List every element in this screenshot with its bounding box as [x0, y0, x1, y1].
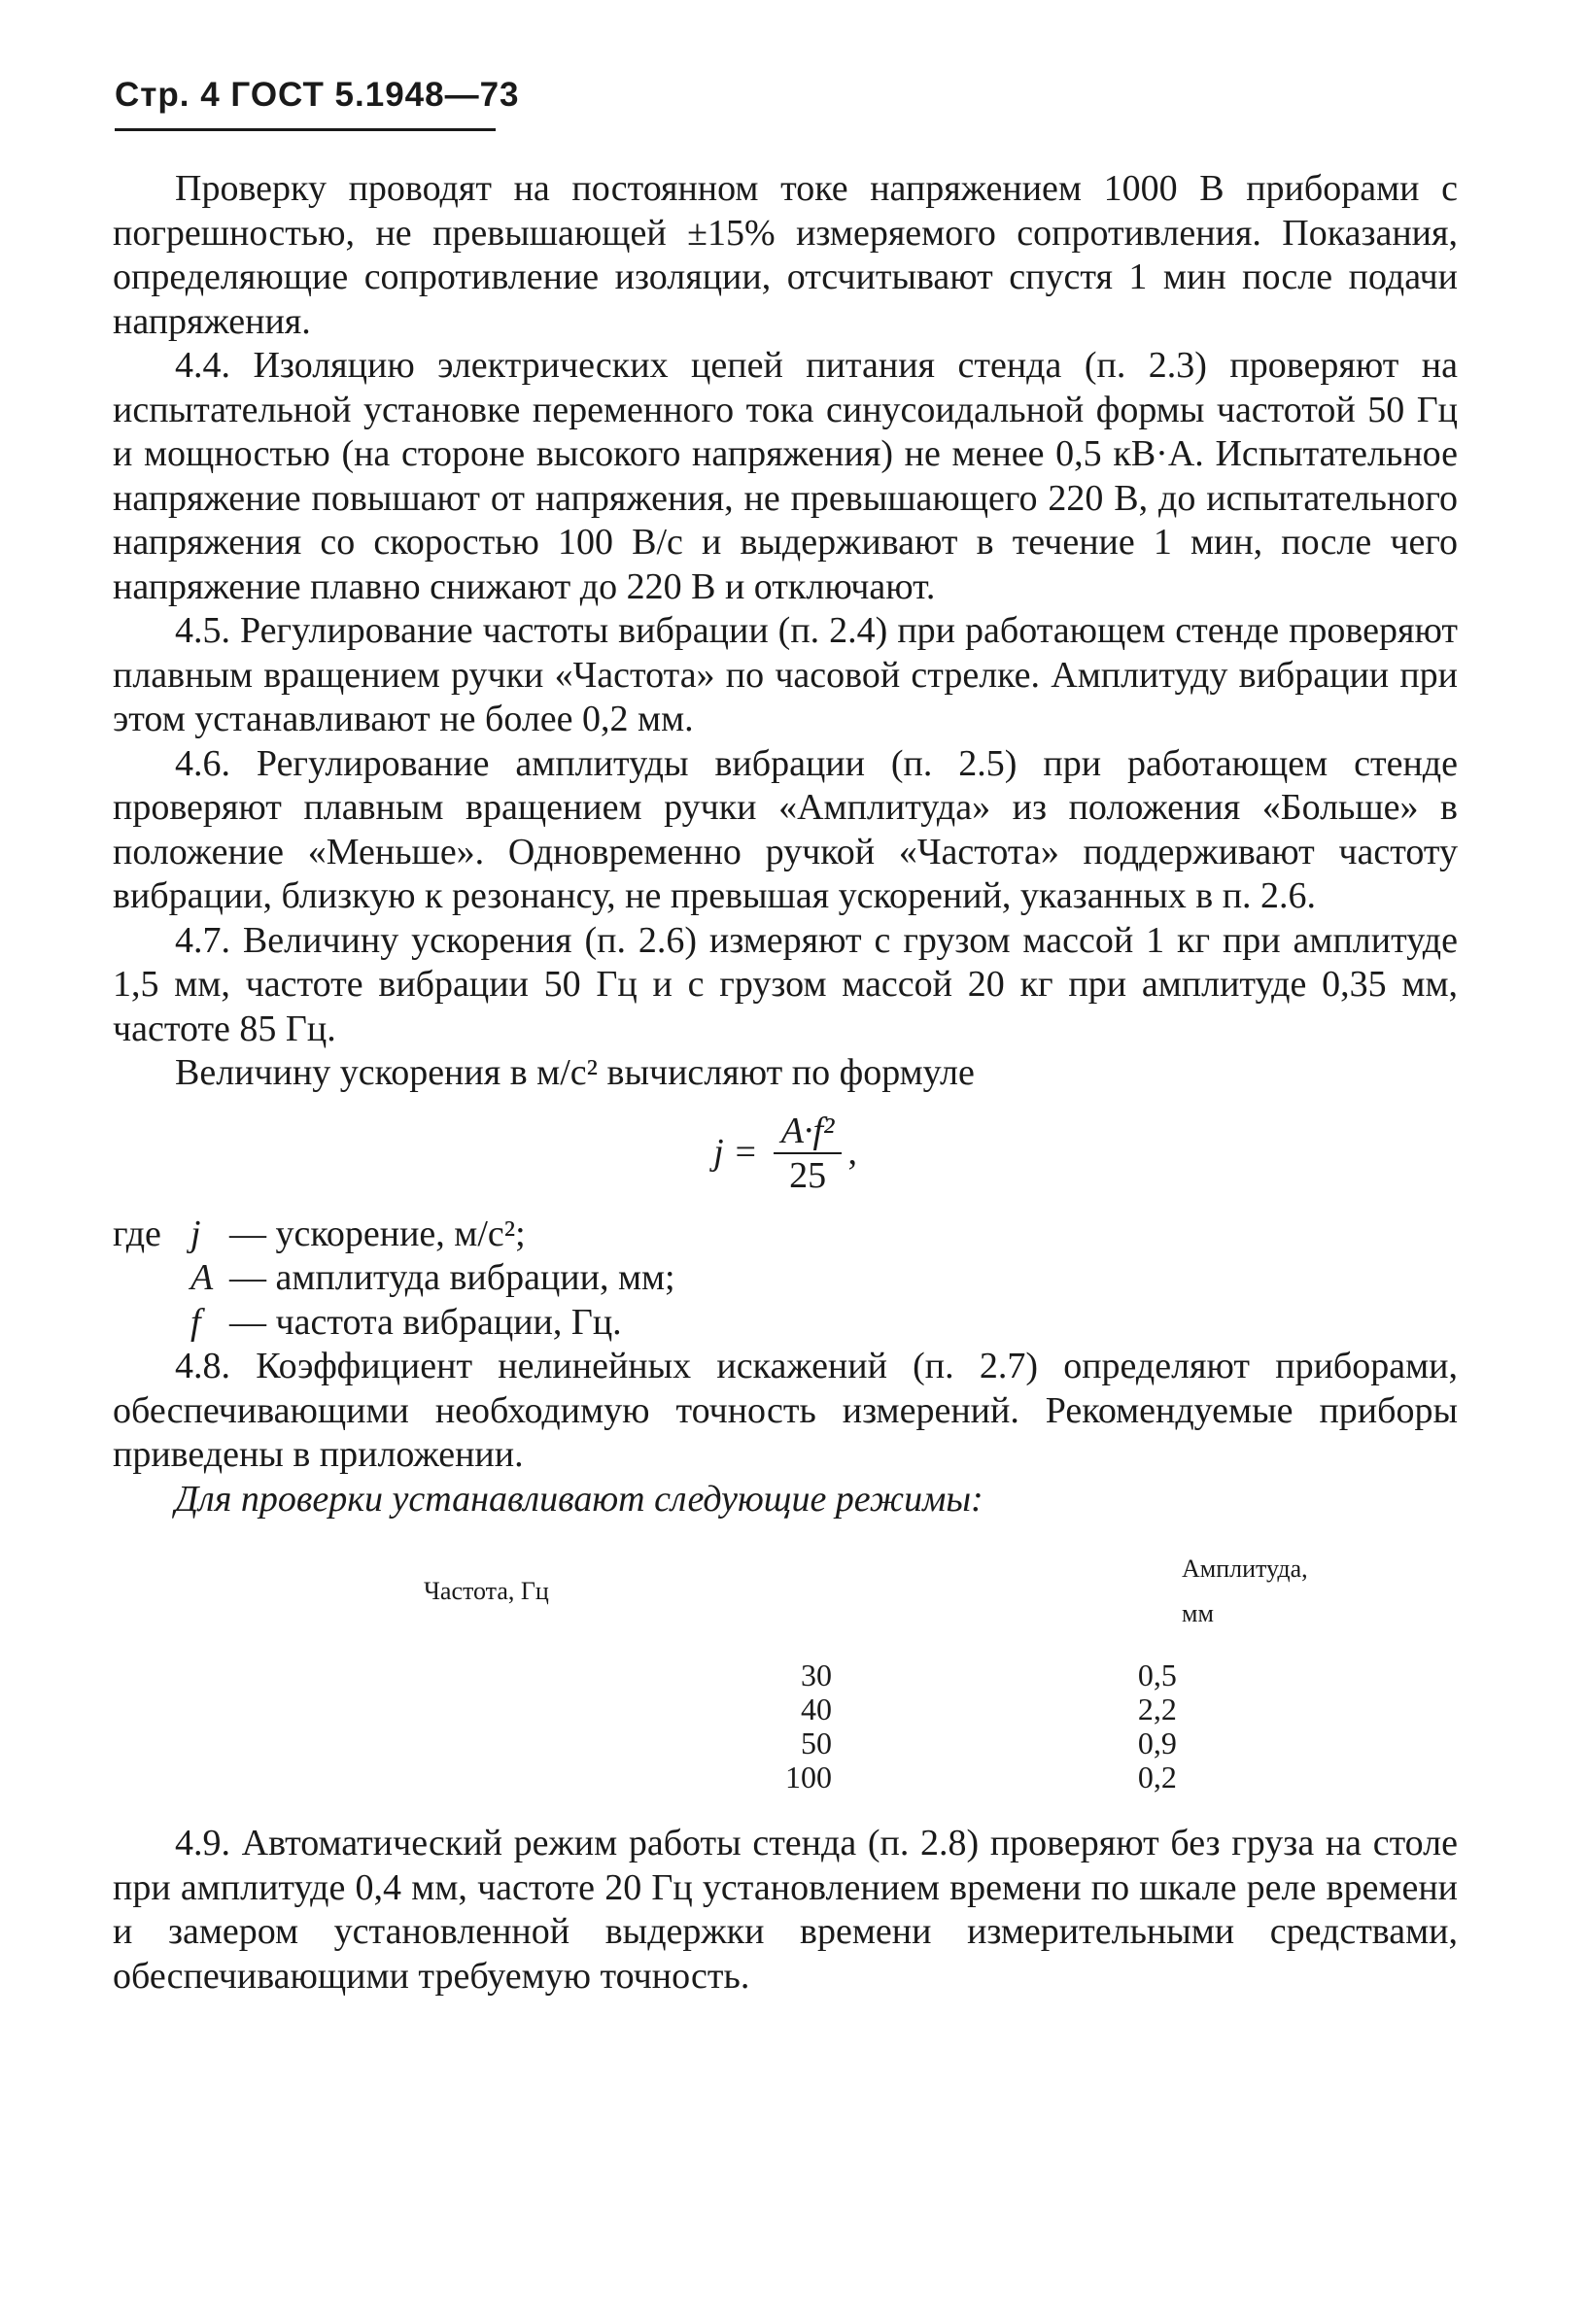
paragraph-4-9: 4.9. Автоматический режим работы стенда (п. 2.8) проверяют без груза на столе при амплитуде 0,4 мм, частоте 20 Гц установлением времени по шкале реле времени и замером установленной выдержки времени измерительными средствами, обеспечивающими требуемую точность. [113, 1823, 1458, 1997]
paragraph-insulation-check: Проверку проводят на постоянном токе напряжением 1000 В приборами с погрешностью, не превышающей ±15% измеряемого сопротивления. Показания, определяющие сопротивление изоляции, отсчитывают спустя 1 мин после подачи напряжения. [113, 168, 1458, 342]
formula-lhs: j = [713, 1131, 758, 1173]
column-header-frequency: Частота, Гц [424, 1576, 549, 1605]
legend-symbol: A [190, 1257, 214, 1298]
table-row [113, 1760, 1308, 1794]
modes-table [113, 1547, 1308, 1794]
table-row [113, 1692, 1308, 1726]
body-text [113, 167, 1458, 1999]
legend-lead [113, 1301, 190, 1346]
paragraph-4-6: 4.6. Регулирование амплитуды вибрации (п. 2.5) при работающем стенде проверяют плавным вращением ручки «Амплитуда» из положения «Больше» в положение «Меньше». Одновременно ручкой «Частота» поддерживают частоту вибрации, близкую к резонансу, не превышая ускорений, указанных в п. 2.6. [113, 742, 1458, 916]
acceleration-formula [113, 1100, 1458, 1207]
formula-legend [113, 1213, 1458, 1346]
page-header: Стр. 4 ГОСТ 5.1948—73 [115, 76, 520, 114]
formula-denominator: 25 [789, 1154, 827, 1196]
legend-symbol: j [190, 1213, 201, 1254]
paragraph-4-5: 4.5. Регулирование частоты вибрации (п. 2.4) при работающем стенде проверяют плавным вращением ручки «Частота» по часовой стрелке. Амплитуду вибрации при этом устанавливают не более 0,2 мм. [113, 610, 1458, 739]
table-header-row [113, 1547, 1308, 1658]
formula-fraction [774, 1110, 843, 1197]
paragraph-4-4: 4.4. Изоляцию электрических цепей питания стенда (п. 2.3) проверяют на испытательной установке переменного тока синусоидальной формы частотой 50 Гц и мощностью (на стороне высокого напряжения) не менее 0,5 кВ·А. Испытательное напряжение повышают от напряжения, не превышающего 220 В, до испытательного напряжения со скоростью 100 В/с и выдерживают в течение 1 мин, после чего напряжение плавно снижают до 220 В и отключают. [113, 345, 1458, 607]
cell-frequency: 50 [801, 1726, 832, 1760]
cell-frequency: 100 [785, 1760, 832, 1794]
table-row [113, 1726, 1308, 1760]
formula-numerator: A·f² [774, 1110, 843, 1154]
cell-amplitude: 2,2 [1137, 1692, 1177, 1726]
legend-text: — ускорение, м/с²; [229, 1213, 526, 1254]
legend-text: — частота вибрации, Гц. [229, 1301, 622, 1343]
legend-lead [113, 1256, 190, 1301]
paragraph-formula-intro: Величину ускорения в м/с² вычисляют по формуле [175, 1052, 975, 1093]
table-row [113, 1658, 1308, 1692]
paragraph-4-8: 4.8. Коэффициент нелинейных искажений (п. 2.7) определяют приборами, обеспечивающими необходимую точность измерений. Рекомендуемые приборы приведены в приложении. [113, 1346, 1458, 1475]
legend-row [113, 1213, 1458, 1257]
cell-amplitude: 0,5 [1137, 1658, 1177, 1692]
legend-lead: где [113, 1213, 161, 1254]
legend-row [113, 1256, 1458, 1301]
paragraph-4-7: 4.7. Величину ускорения (п. 2.6) измеряют с грузом массой 1 кг при амплитуде 1,5 мм, частоте вибрации 50 Гц и с грузом массой 20 кг при амплитуде 0,35 мм, частоте 85 Гц. [113, 919, 1458, 1049]
paragraph-modes-intro: Для проверки устанавливают следующие режимы: [175, 1478, 983, 1520]
header-rule [115, 128, 496, 131]
legend-symbol: f [190, 1301, 201, 1343]
legend-row [113, 1301, 1458, 1346]
cell-amplitude: 0,2 [1137, 1760, 1177, 1794]
legend-text: — амплитуда вибрации, мм; [229, 1257, 675, 1298]
cell-amplitude: 0,9 [1137, 1726, 1177, 1760]
cell-frequency: 30 [801, 1658, 832, 1692]
cell-frequency: 40 [801, 1692, 832, 1726]
formula-trail: , [847, 1131, 857, 1173]
column-header-amplitude: Амплитуда, мм [1182, 1555, 1308, 1627]
